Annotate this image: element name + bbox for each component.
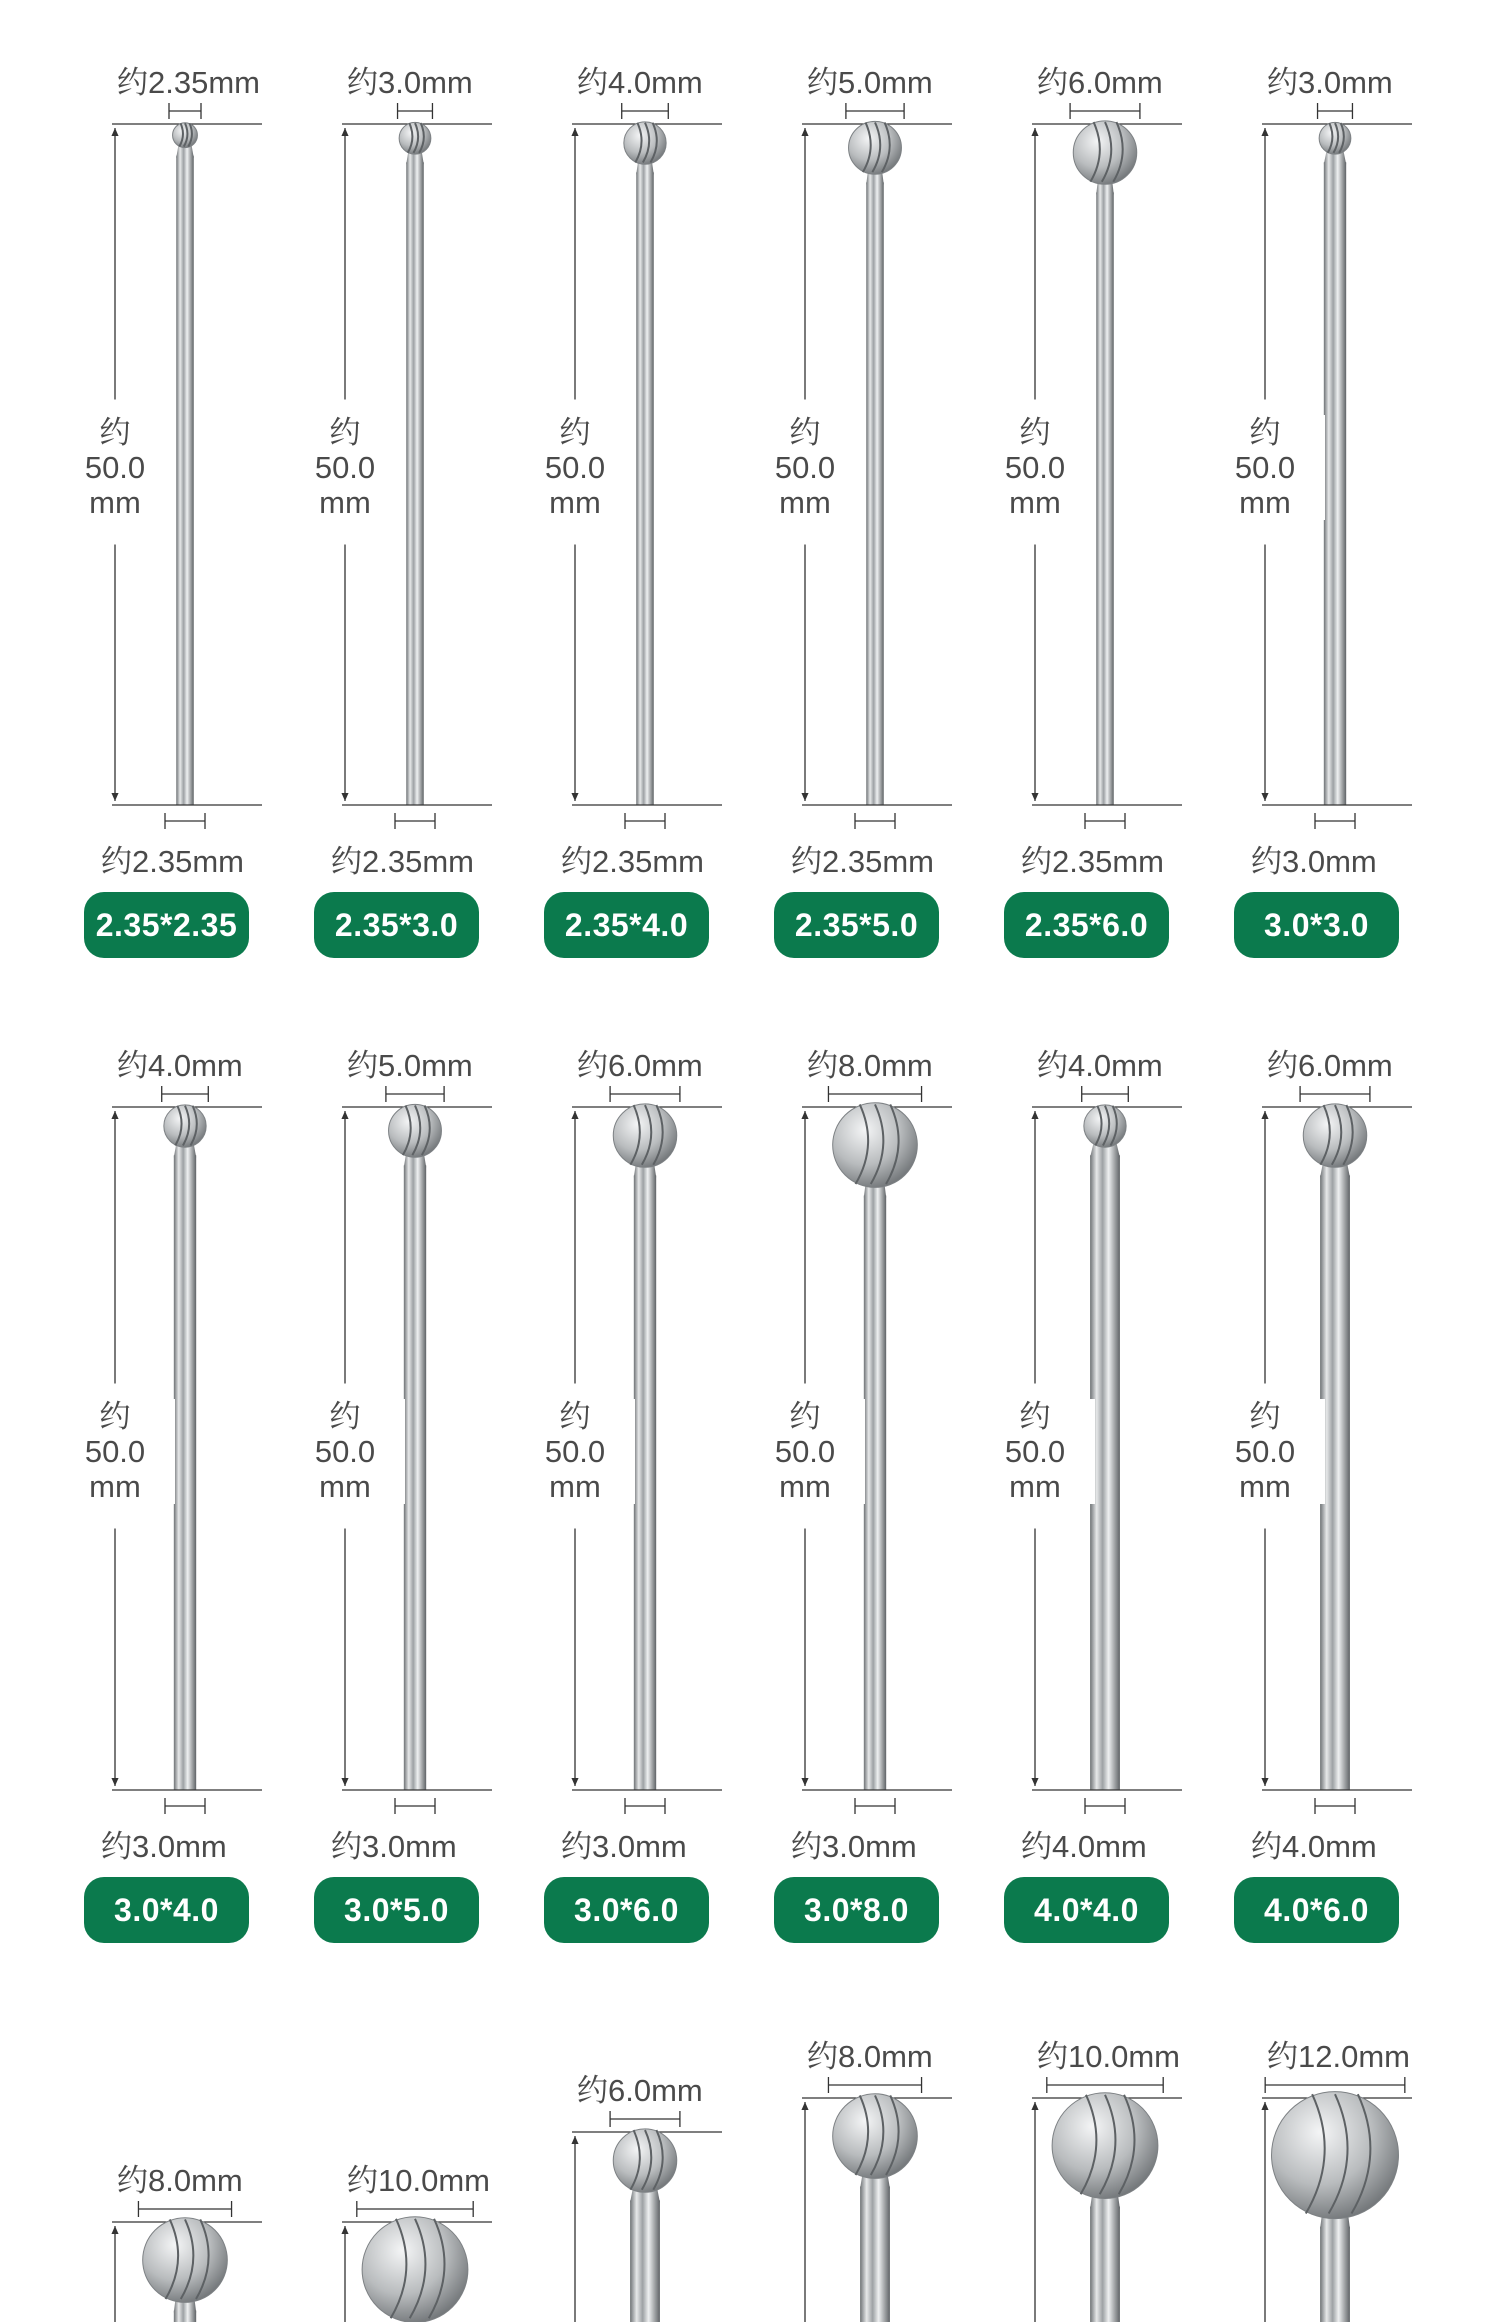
length-label-prefix: 约 xyxy=(99,414,131,450)
length-label-prefix: 约 xyxy=(559,414,591,450)
length-label xyxy=(55,1399,175,1504)
burr-bit-3-3 xyxy=(572,2111,722,2322)
length-label-value: 50.0 xyxy=(1234,1433,1296,1469)
length-label-value: 50.0 xyxy=(1234,449,1296,485)
length-label xyxy=(975,1399,1095,1504)
spec-badge: 3.0*5.0 xyxy=(314,1877,479,1943)
shank-diameter-label: 约3.0mm xyxy=(561,1829,687,1864)
length-label-value: 50.0 xyxy=(774,1433,836,1469)
length-label-unit: mm xyxy=(549,1468,601,1504)
shank-diameter-label: 约3.0mm xyxy=(791,1829,917,1864)
head-diameter-label: 约6.0mm xyxy=(1037,65,1163,100)
head-diameter-label: 约6.0mm xyxy=(1267,1048,1393,1083)
spec-badge: 4.0*4.0 xyxy=(1004,1877,1169,1943)
head-diameter-label: 约10.0mm xyxy=(347,2163,490,2198)
length-label-value: 50.0 xyxy=(1004,449,1066,485)
length-label-prefix: 约 xyxy=(1019,1398,1051,1434)
head-diameter-label: 约4.0mm xyxy=(577,65,703,100)
length-label-value: 50.0 xyxy=(84,1433,146,1469)
burr-bit-3-5 xyxy=(1032,2077,1182,2322)
length-label-unit: mm xyxy=(779,1468,831,1504)
length-label xyxy=(285,1399,405,1504)
length-label-prefix: 约 xyxy=(1249,414,1281,450)
head-diameter-label: 约4.0mm xyxy=(117,1048,243,1083)
length-label-unit: mm xyxy=(89,1468,141,1504)
length-label xyxy=(975,415,1095,520)
length-label-value: 50.0 xyxy=(544,449,606,485)
head-diameter-label: 约12.0mm xyxy=(1267,2039,1410,2074)
length-label xyxy=(1205,415,1325,520)
shank-diameter-label: 约2.35mm xyxy=(561,844,704,879)
length-label-unit: mm xyxy=(319,484,371,520)
shank-diameter-label: 约2.35mm xyxy=(331,844,474,879)
spec-badge: 2.35*5.0 xyxy=(774,892,939,958)
shank-diameter-label: 约2.35mm xyxy=(101,844,244,879)
length-label xyxy=(515,415,635,520)
length-label-unit: mm xyxy=(1009,484,1061,520)
head-diameter-label: 约8.0mm xyxy=(117,2163,243,2198)
burr-bit-3-4 xyxy=(802,2077,952,2322)
shank xyxy=(634,1175,656,1790)
length-label-unit: mm xyxy=(1239,484,1291,520)
head-diameter-label: 约3.0mm xyxy=(347,65,473,100)
burr-bit-3-6 xyxy=(1262,2077,1412,2322)
head-diameter-label: 约8.0mm xyxy=(807,1048,933,1083)
length-label xyxy=(745,415,865,520)
spec-badge: 3.0*8.0 xyxy=(774,1877,939,1943)
shank-diameter-label: 约4.0mm xyxy=(1021,1829,1147,1864)
length-label-value: 50.0 xyxy=(84,449,146,485)
length-label-value: 50.0 xyxy=(774,449,836,485)
length-label-unit: mm xyxy=(89,484,141,520)
length-label xyxy=(745,1399,865,1504)
shank xyxy=(1096,192,1114,805)
length-label-prefix: 约 xyxy=(329,1398,361,1434)
head-diameter-label: 约8.0mm xyxy=(807,2039,933,2074)
length-label-prefix: 约 xyxy=(1019,414,1051,450)
spec-badge: 3.0*4.0 xyxy=(84,1877,249,1943)
shank xyxy=(406,162,424,805)
shank xyxy=(1090,2207,1120,2322)
spec-badge: 2.35*2.35 xyxy=(84,892,249,958)
head-diameter-label: 约5.0mm xyxy=(347,1048,473,1083)
shank-diameter-label: 约4.0mm xyxy=(1251,1829,1377,1864)
spec-badge: 2.35*6.0 xyxy=(1004,892,1169,958)
length-label-unit: mm xyxy=(1009,1468,1061,1504)
length-label-prefix: 约 xyxy=(789,414,821,450)
shank xyxy=(174,1155,196,1790)
length-label xyxy=(515,1399,635,1504)
length-label-prefix: 约 xyxy=(789,1398,821,1434)
length-label-unit: mm xyxy=(1239,1468,1291,1504)
length-label-prefix: 约 xyxy=(329,414,361,450)
length-label-prefix: 约 xyxy=(1249,1398,1281,1434)
head-diameter-label: 约6.0mm xyxy=(577,1048,703,1083)
shank-diameter-label: 约3.0mm xyxy=(101,1829,227,1864)
spec-badge: 4.0*6.0 xyxy=(1234,1877,1399,1943)
head-diameter-label: 约2.35mm xyxy=(117,65,260,100)
length-label xyxy=(1205,1399,1325,1504)
length-label-unit: mm xyxy=(779,484,831,520)
length-label-value: 50.0 xyxy=(544,1433,606,1469)
shank xyxy=(1320,2227,1350,2322)
length-label xyxy=(55,415,175,520)
shank xyxy=(1324,162,1346,805)
length-label-prefix: 约 xyxy=(559,1398,591,1434)
burr-bit-3-1 xyxy=(112,2201,262,2322)
shank-diameter-label: 约2.35mm xyxy=(791,844,934,879)
shank-diameter-label: 约3.0mm xyxy=(331,1829,457,1864)
shank-diameter-label: 约2.35mm xyxy=(1021,844,1164,879)
shank xyxy=(636,172,654,805)
shank xyxy=(860,2186,890,2322)
burr-bit-3-2 xyxy=(342,2201,492,2322)
shank xyxy=(864,1195,886,1790)
spec-badge: 3.0*3.0 xyxy=(1234,892,1399,958)
head-diameter-label: 约4.0mm xyxy=(1037,1048,1163,1083)
length-label-unit: mm xyxy=(319,1468,371,1504)
shank-diameter-label: 约3.0mm xyxy=(1251,844,1377,879)
length-label-value: 50.0 xyxy=(314,449,376,485)
head-diameter-label: 约6.0mm xyxy=(577,2073,703,2108)
spec-badge: 2.35*3.0 xyxy=(314,892,479,958)
length-label-value: 50.0 xyxy=(314,1433,376,1469)
length-label-unit: mm xyxy=(549,484,601,520)
shank xyxy=(866,182,884,805)
shank xyxy=(404,1165,426,1790)
head-diameter-label: 约3.0mm xyxy=(1267,65,1393,100)
length-label-prefix: 约 xyxy=(99,1398,131,1434)
length-label-value: 50.0 xyxy=(1004,1433,1066,1469)
head-diameter-label: 约10.0mm xyxy=(1037,2039,1180,2074)
spec-badge: 2.35*4.0 xyxy=(544,892,709,958)
head-diameter-label: 约5.0mm xyxy=(807,65,933,100)
shank xyxy=(630,2200,660,2322)
length-label xyxy=(285,415,405,520)
spec-badge: 3.0*6.0 xyxy=(544,1877,709,1943)
shank xyxy=(176,156,194,805)
